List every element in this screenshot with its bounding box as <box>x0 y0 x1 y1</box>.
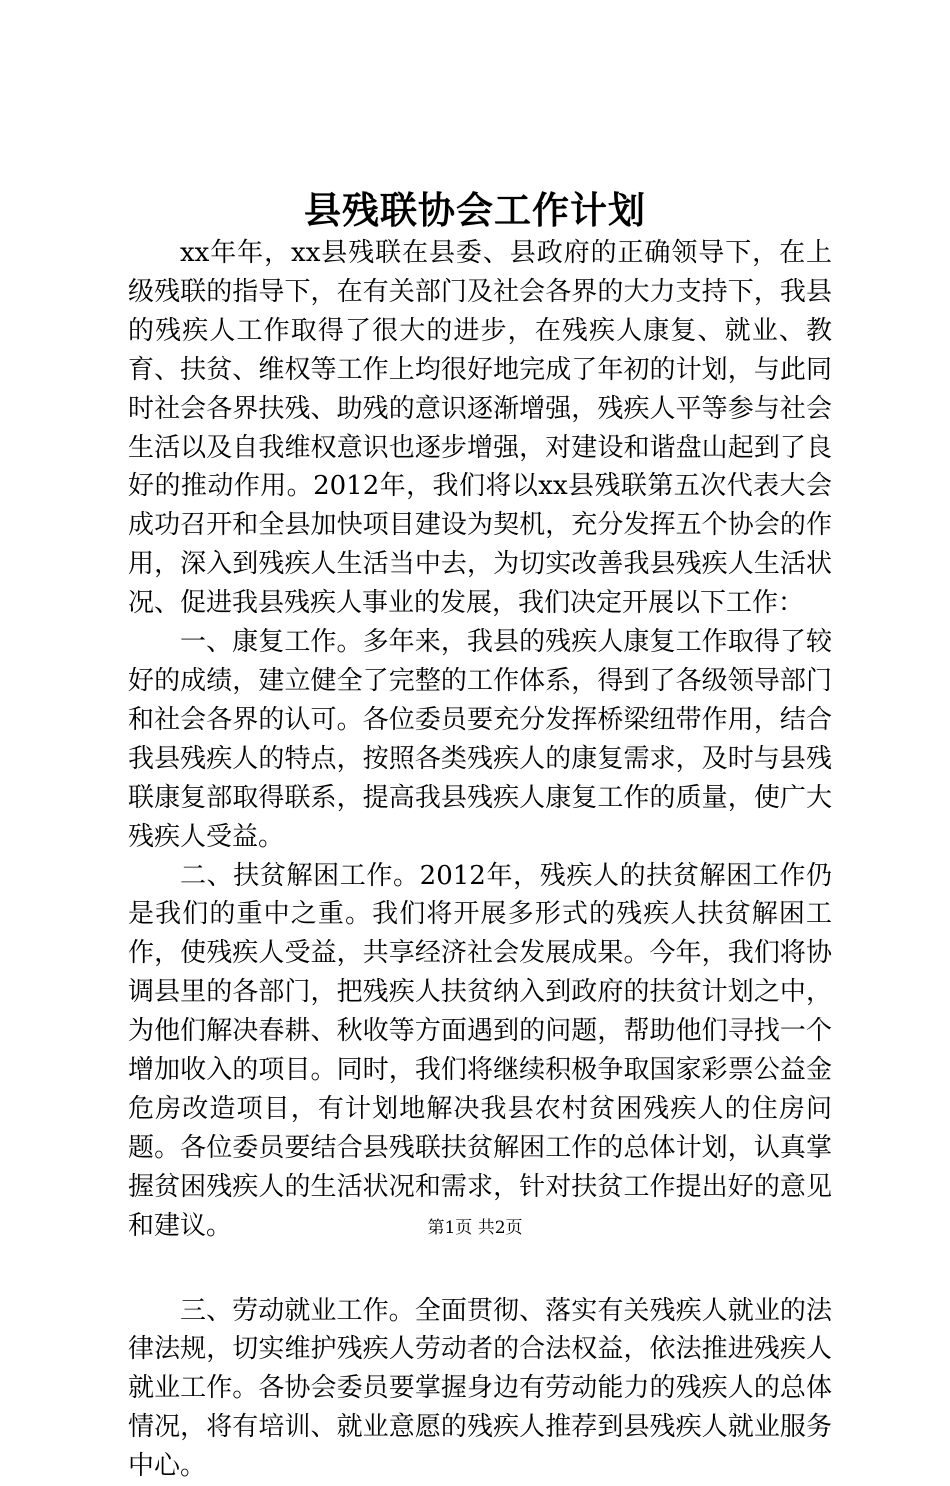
paragraph-intro: xx年年，xx县残联在县委、县政府的正确领导下，在上级残联的指导下，在有关部门及社会各界的大力支持下，我县的残疾人工作取得了很大的进步，在残疾人康复、就业、教育、扶贫、维权等工作上均很好地完成了年初的计划，与此同时社会各界扶残、助残的意识逐渐增强，残疾人平等参与社会生活以及自我维权意识也逐步增强，对建设和谐盘山起到了良好的推动作用。2012年，我们将以xx县残联第五次代表大会成功召开和全县加快项目建设为契机，充分发挥五个协会的作用，深入到残疾人生活当中去，为切实改善我县残疾人生活状况、促进我县残疾人事业的发展，我们决定开展以下工作： <box>128 238 832 619</box>
document-title: 县残联协会工作计划 <box>304 188 646 232</box>
paragraph-employment: 三、劳动就业工作。全面贯彻、落实有关残疾人就业的法律法规，切实维护残疾人劳动者的合法权益，依法推进残疾人就业工作。各协会委员要掌握身边有劳动能力的残疾人的总体情况，将有培训、就业意愿的残疾人推荐到县残疾人就业服务中心。 <box>128 1295 832 1482</box>
paragraph-poverty-relief: 二、扶贫解困工作。2012年，残疾人的扶贫解困工作仍是我们的重中之重。我们将开展多形式的残疾人扶贫解困工作，使残疾人受益，共享经济社会发展成果。今年，我们将协调县里的各部门，把残疾人扶贫纳入到政府的扶贫计划之中，为他们解决春耕、秋收等方面遇到的问题，帮助他们寻找一个增加收入的项目。同时，我们将继续积极争取国家彩票公益金危房改造项目，有计划地解决我县农村贫困残疾人的住房问题。各位委员要结合县残联扶贫解困工作的总体计划，认真掌握贫困残疾人的生活状况和需求，针对扶贫工作提出好的意见和建议。 <box>128 860 832 1241</box>
document-body <box>128 234 832 1486</box>
page-number-footer: 第1页 共2页 <box>427 1218 523 1238</box>
paragraph-rehabilitation: 一、康复工作。多年来，我县的残疾人康复工作取得了较好的成绩，建立健全了完整的工作体系，得到了各级领导部门和社会各界的认可。各位委员要充分发挥桥梁纽带作用，结合我县残疾人的特点，按照各类残疾人的康复需求，及时与县残联康复部取得联系，提高我县残疾人康复工作的质量，使广大残疾人受益。 <box>128 627 832 852</box>
